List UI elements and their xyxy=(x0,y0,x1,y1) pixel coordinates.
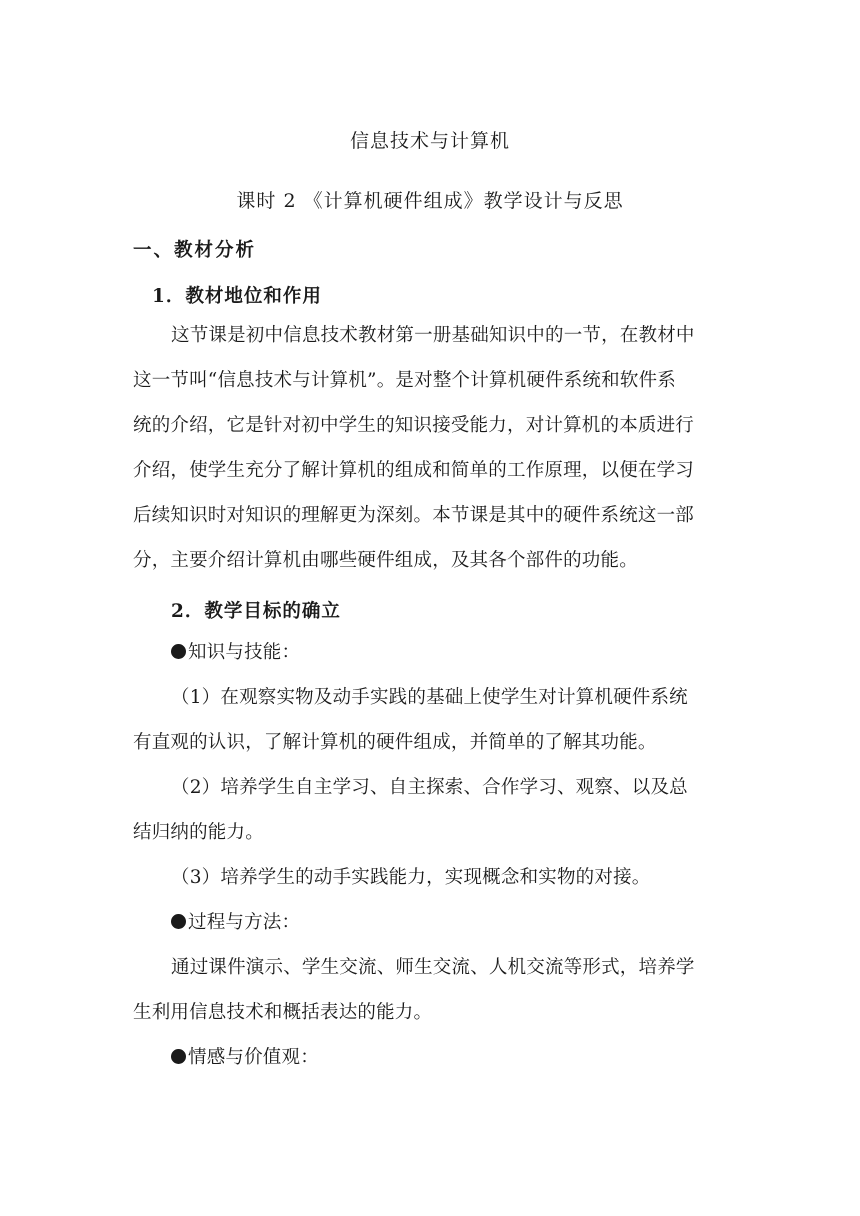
bullet-heading xyxy=(171,641,300,665)
bullet-label: 知识与技能： xyxy=(188,642,301,663)
paragraph-line: 这节课是初中信息技术教材第一册基础知识中的一节，在教材中 xyxy=(171,325,695,346)
bullet-dot-icon xyxy=(171,1049,186,1064)
bullet-label: 情感与价值观： xyxy=(188,1047,319,1068)
paragraph-line: 后续知识时对知识的理解更为深刻。本节课是其中的硬件系统这一部 xyxy=(133,505,695,526)
paragraph-line: （1）在观察实物及动手实践的基础上使学生对计算机硬件系统 xyxy=(171,687,688,708)
subsection-heading: 1．教材地位和作用 xyxy=(152,286,322,307)
paragraph-line: 分，主要介绍计算机由哪些硬件组成，及其各个部件的功能。 xyxy=(133,550,638,571)
paragraph-line: 介绍，使学生充分了解计算机的组成和简单的工作原理，以便在学习 xyxy=(133,460,695,481)
paragraph-line: 这一节叫“信息技术与计算机”。是对整个计算机硬件系统和软件系 xyxy=(133,370,676,391)
subsection-heading: 2．教学目标的确立 xyxy=(171,601,341,622)
paragraph-line: 生利用信息技术和概括表达的能力。 xyxy=(133,1002,433,1023)
bullet-heading xyxy=(171,911,300,935)
section-heading: 一、教材分析 xyxy=(133,240,257,261)
paragraph-line: 通过课件演示、学生交流、师生交流、人机交流等形式，培养学 xyxy=(171,957,695,978)
document-subtitle: 课时 2 《计算机硬件组成》教学设计与反思 xyxy=(236,190,624,212)
bullet-dot-icon xyxy=(171,914,186,929)
paragraph-line: （3）培养学生的动手实践能力，实现概念和实物的对接。 xyxy=(171,867,651,888)
bullet-dot-icon xyxy=(171,644,186,659)
paragraph-line: 有直观的认识，了解计算机的硬件组成，并简单的了解其功能。 xyxy=(133,732,657,753)
paragraph-line: 统的介绍，它是针对初中学生的知识接受能力，对计算机的本质进行 xyxy=(133,415,695,436)
bullet-label: 过程与方法： xyxy=(188,912,301,933)
document-title: 信息技术与计算机 xyxy=(349,130,510,152)
paragraph-line: （2）培养学生自主学习、自主探索、合作学习、观察、以及总 xyxy=(171,777,688,798)
bullet-heading xyxy=(171,1046,319,1070)
paragraph-line: 结归纳的能力。 xyxy=(133,822,264,843)
